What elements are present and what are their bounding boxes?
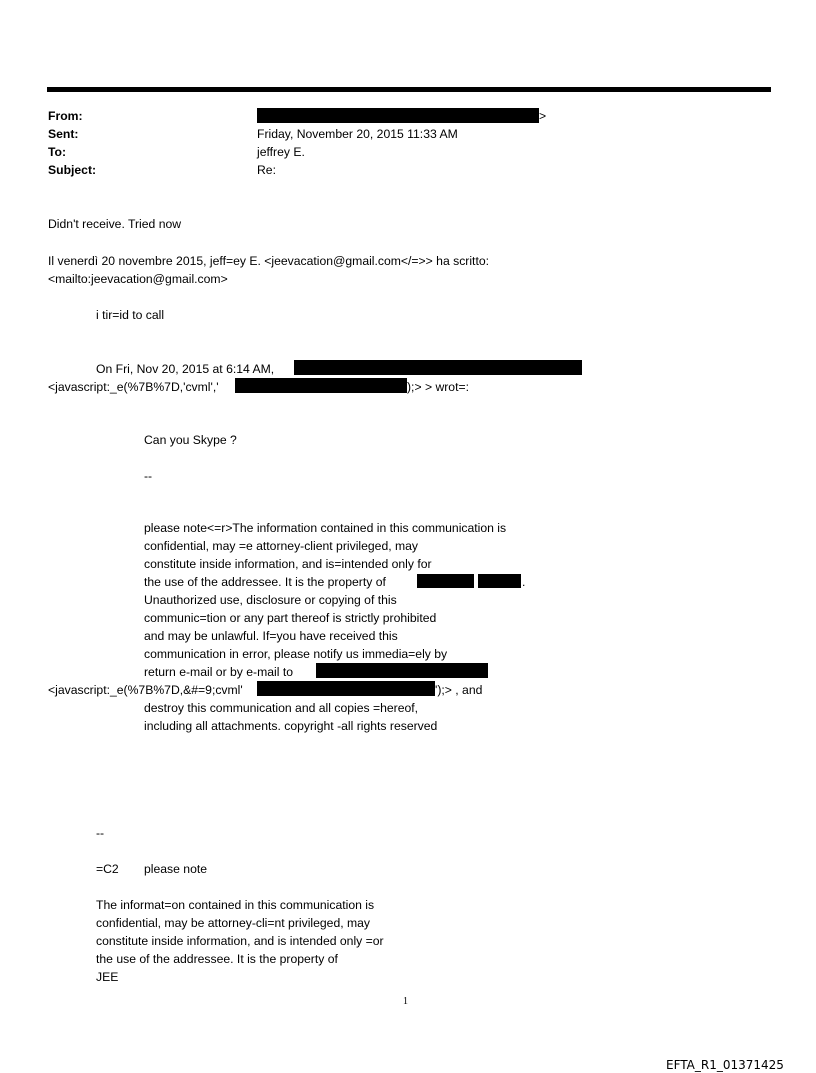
redaction-from — [257, 108, 539, 123]
subject-value: Re: — [257, 163, 276, 177]
body-line: the use of the addressee. It is the property of — [96, 952, 338, 966]
body-line: Didn't receive. Tried now — [48, 217, 182, 231]
body-line: <mailto:jeevacation@gmail.com> — [48, 272, 228, 286]
sent-value: Friday, November 20, 2015 11:33 AM — [257, 127, 458, 141]
body-line: i tir=id to call — [96, 308, 165, 322]
redaction-contact-email-2 — [257, 681, 435, 696]
body-line: destroy this communication and all copies =hereof, — [144, 701, 419, 715]
body-line: confidential, may =e attorney-client privileged, may — [144, 539, 419, 553]
page-number: 1 — [403, 996, 408, 1007]
body-line: -- — [144, 469, 153, 483]
from-suffix: > — [539, 109, 547, 123]
redaction-contact-email — [316, 663, 488, 678]
sent-label: Sent: — [48, 127, 79, 141]
body-line: . — [522, 575, 526, 589]
body-line: JEE — [96, 970, 119, 984]
body-line: confidential, may be attorney-cli=nt privileged, may — [96, 916, 371, 930]
redaction-sender — [294, 360, 582, 375]
body-line: -- — [96, 826, 105, 840]
to-label: To: — [48, 145, 67, 159]
body-line: and may be unlawful. If=you have received this — [144, 629, 398, 643]
subject-label: Subject: — [48, 163, 97, 177]
redaction-owner-2 — [478, 574, 521, 588]
body-line: constitute inside information, and is intended only =or — [96, 934, 384, 948]
body-line: <javascript:_e(%7B%7D,'cvml',' — [48, 380, 219, 394]
redaction-owner-1 — [417, 574, 474, 588]
body-line: please note<=r>The information contained in this communication is — [144, 521, 507, 535]
body-line: communic=tion or any part thereof is strictly prohibited — [144, 611, 437, 625]
body-line: ');> , and — [435, 683, 483, 697]
body-line: the use of the addressee. It is the property of — [144, 575, 386, 589]
body-line: Il venerdì 20 novembre 2015, jeff=ey E. <jeevacation@gmail.com</=>> ha scritto: — [48, 254, 489, 268]
body-line: Can you Skype ? — [144, 433, 237, 447]
redaction-email — [235, 378, 407, 393]
body-line: The informat=on contained in this communication is — [96, 898, 375, 912]
body-line: On Fri, Nov 20, 2015 at 6:14 AM, — [96, 362, 275, 376]
to-value: jeffrey E. — [257, 145, 305, 159]
body-line: =C2 — [96, 862, 119, 876]
body-line: );> > wrot=: — [407, 380, 469, 394]
body-line: please note — [144, 862, 208, 876]
body-line: <javascript:_e(%7B%7D,&#=9;cvml' — [48, 683, 243, 697]
body-line: constitute inside information, and is=intended only for — [144, 557, 432, 571]
footer-document-id: EFTA_R1_01371425 — [666, 1058, 784, 1072]
body-line: communication in error, please notify us immedia=ely by — [144, 647, 448, 661]
body-line: Unauthorized use, disclosure or copying of this — [144, 593, 397, 607]
body-line: including all attachments. copyright -all rights reserved — [144, 719, 438, 733]
from-label: From: — [48, 109, 83, 123]
body-line: return e-mail or by e-mail to — [144, 665, 294, 679]
header-rule — [47, 87, 771, 92]
